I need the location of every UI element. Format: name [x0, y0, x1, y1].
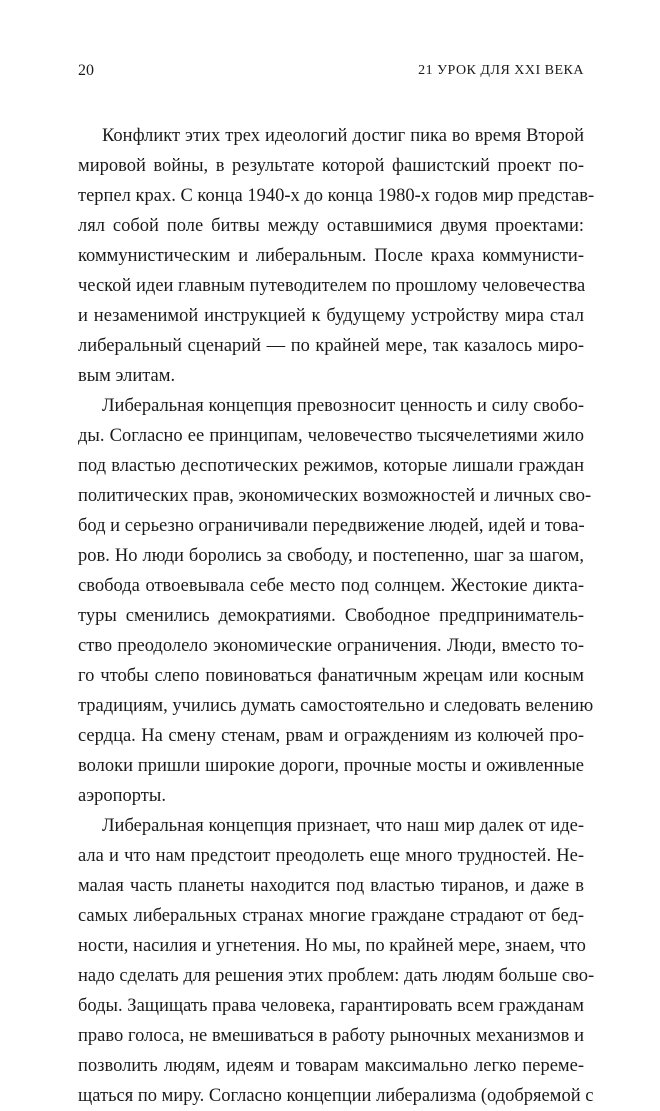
text-line: традициям, учились думать самостоятельно и следовать велению	[78, 696, 594, 716]
text-line: туры сменились демократиями. Свободное предприниматель-	[78, 606, 584, 626]
text-line: ности, насилия и угнетения. Но мы, по крайней мере, знаем, что	[78, 936, 586, 956]
paragraph	[78, 391, 594, 811]
text-line: свобода отвоевывала себе место под солнцем. Жестокие дикта-	[78, 576, 584, 596]
body-text	[78, 121, 595, 1111]
text-line: мировой войны, в результате которой фашистский проект по-	[78, 156, 584, 176]
text-line: боды. Защищать права человека, гарантировать всем гражданам	[78, 996, 584, 1016]
text-line: под властью деспотических режимов, которые лишали граждан	[78, 456, 584, 476]
text-line: либеральный сценарий — по крайней мере, так казалось миро-	[78, 336, 584, 356]
text-line: лял собой поле битвы между оставшимися двумя проектами:	[78, 216, 584, 236]
text-line: ство преодолело экономические ограничения. Люди, вместо то-	[78, 636, 584, 656]
page-number: 20	[78, 62, 94, 79]
text-line: го чтобы слепо повиноваться фанатичным жрецам или косным	[78, 666, 584, 686]
text-line: позволить людям, идеям и товарам максимально легко переме-	[78, 1056, 584, 1076]
text-line: сердца. На смену стенам, рвам и ограждениям из колючей про-	[78, 726, 584, 746]
text-line: право голоса, не вмешиваться в работу рыночных механизмов и	[78, 1026, 584, 1046]
text-line: терпел крах. С конца 1940-х до конца 1980-х годов мир представ-	[78, 186, 595, 206]
text-line: самых либеральных странах многие граждане страдают от бед-	[78, 906, 584, 926]
text-line: бод и серьезно ограничивали передвижение людей, идей и това-	[78, 516, 585, 536]
running-header	[78, 60, 584, 82]
text-line: вым элитам.	[78, 366, 176, 386]
text-line: щаться по миру. Согласно концепции либерализма (одобряемой с	[78, 1086, 594, 1106]
book-title: 21 УРОК ДЛЯ XXI ВЕКА	[418, 63, 584, 78]
text-line: волоки пришли широкие дороги, прочные мосты и оживленные	[78, 756, 584, 776]
text-line: Конфликт этих трех идеологий достиг пика во время Второй	[102, 126, 584, 146]
text-line: ала и что нам предстоит преодолеть еще много трудностей. Не-	[78, 846, 584, 866]
text-line: ров. Но люди боролись за свободу, и постепенно, шаг за шагом,	[78, 546, 584, 566]
text-line: надо сделать для решения этих проблем: дать людям больше сво-	[78, 966, 595, 986]
text-line: аэропорты.	[78, 786, 166, 806]
text-line: ды. Согласно ее принципам, человечество тысячелетиями жило	[78, 426, 584, 446]
text-line: политических прав, экономических возможностей и личных сво-	[78, 486, 592, 506]
paragraph	[78, 121, 595, 391]
text-line: малая часть планеты находится под властью тиранов, и даже в	[78, 876, 584, 896]
text-line: коммунистическим и либеральным. После краха коммунисти-	[78, 246, 584, 266]
paragraph	[78, 811, 595, 1111]
text-line: ческой идеи главным путеводителем по прошлому человечества	[78, 276, 586, 296]
text-line: Либеральная концепция превозносит ценность и силу свобо-	[102, 396, 584, 416]
text-line: Либеральная концепция признает, что наш мир далек от иде-	[102, 816, 584, 836]
text-line: и незаменимой инструкцией к будущему устройству мира стал	[78, 306, 584, 326]
